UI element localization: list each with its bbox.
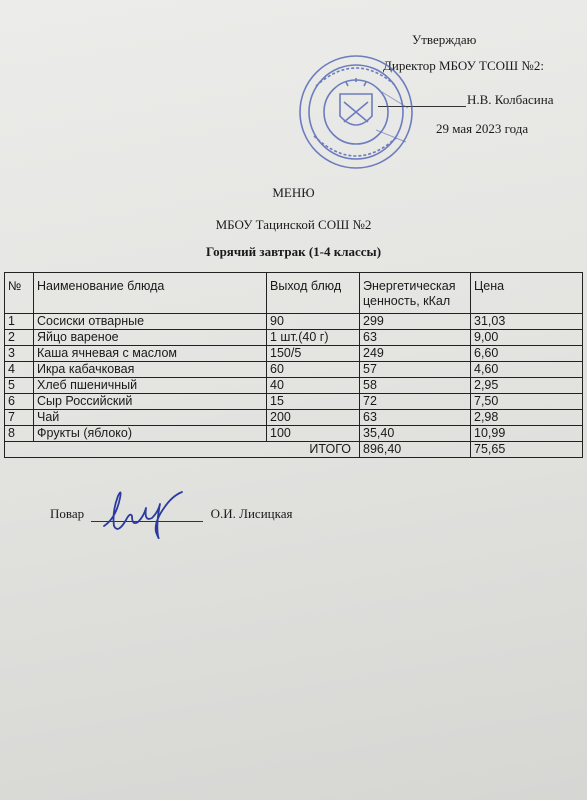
cell-dish: Чай — [34, 410, 267, 426]
cell-dish: Сыр Российский — [34, 394, 267, 410]
cell-price: 10,99 — [471, 426, 583, 442]
table-row — [5, 362, 583, 378]
cell-portion: 60 — [267, 362, 360, 378]
header-energy: Энергетическая ценность, кКал — [360, 273, 471, 314]
cell-number: 5 — [5, 378, 34, 394]
cell-energy: 299 — [360, 314, 471, 330]
cell-portion: 1 шт.(40 г) — [267, 330, 360, 346]
cell-portion: 150/5 — [267, 346, 360, 362]
cell-energy: 63 — [360, 330, 471, 346]
table-row — [5, 378, 583, 394]
menu-table — [4, 272, 583, 458]
school-name: МБОУ Тацинской СОШ №2 — [215, 217, 372, 232]
table-row — [5, 394, 583, 410]
table-row — [5, 410, 583, 426]
total-energy: 896,40 — [360, 442, 471, 458]
cell-portion: 100 — [267, 426, 360, 442]
director-name: Н.В. Колбасина — [467, 92, 554, 107]
cell-portion: 90 — [267, 314, 360, 330]
table-row — [5, 314, 583, 330]
cell-dish: Фрукты (яблоко) — [34, 426, 267, 442]
table-row — [5, 426, 583, 442]
director-line: Директор МБОУ ТСОШ №2: — [383, 58, 544, 73]
cell-portion: 40 — [267, 378, 360, 394]
cook-name: О.И. Лисицкая — [210, 506, 293, 521]
table-header-row — [5, 273, 583, 314]
school-stamp-seal — [296, 52, 416, 172]
handwritten-signature — [98, 482, 194, 542]
cell-energy: 63 — [360, 410, 471, 426]
cell-energy: 249 — [360, 346, 471, 362]
cell-price: 2,95 — [471, 378, 583, 394]
cell-dish: Каша ячневая с маслом — [34, 346, 267, 362]
cell-price: 2,98 — [471, 410, 583, 426]
header-price: Цена — [471, 273, 583, 314]
approval-date: 29 мая 2023 года — [436, 121, 529, 136]
cell-dish: Яйцо вареное — [34, 330, 267, 346]
header-portion: Выход блюд — [267, 273, 360, 314]
cell-price: 9,00 — [471, 330, 583, 346]
cell-number: 1 — [5, 314, 34, 330]
cell-number: 8 — [5, 426, 34, 442]
cell-number: 3 — [5, 346, 34, 362]
cell-portion: 200 — [267, 410, 360, 426]
cell-number: 7 — [5, 410, 34, 426]
cell-number: 2 — [5, 330, 34, 346]
table-row — [5, 346, 583, 362]
header-number: № — [5, 273, 34, 314]
cell-number: 4 — [5, 362, 34, 378]
page-title: МЕНЮ — [272, 185, 315, 200]
table-total-row — [5, 442, 583, 458]
cell-price: 4,60 — [471, 362, 583, 378]
table-row — [5, 330, 583, 346]
cell-price: 6,60 — [471, 346, 583, 362]
cell-dish: Хлеб пшеничный — [34, 378, 267, 394]
cell-dish: Сосиски отварные — [34, 314, 267, 330]
cell-price: 31,03 — [471, 314, 583, 330]
total-label: ИТОГО — [5, 442, 360, 458]
cell-price: 7,50 — [471, 394, 583, 410]
cook-role: Повар — [50, 506, 85, 521]
meal-title: Горячий завтрак (1-4 классы) — [205, 244, 382, 259]
header-dish-name: Наименование блюда — [34, 273, 267, 314]
cell-energy: 72 — [360, 394, 471, 410]
cell-energy: 35,40 — [360, 426, 471, 442]
cell-energy: 58 — [360, 378, 471, 394]
cell-energy: 57 — [360, 362, 471, 378]
cell-number: 6 — [5, 394, 34, 410]
total-price: 75,65 — [471, 442, 583, 458]
cell-dish: Икра кабачковая — [34, 362, 267, 378]
approve-label: Утверждаю — [412, 32, 477, 47]
cell-portion: 15 — [267, 394, 360, 410]
